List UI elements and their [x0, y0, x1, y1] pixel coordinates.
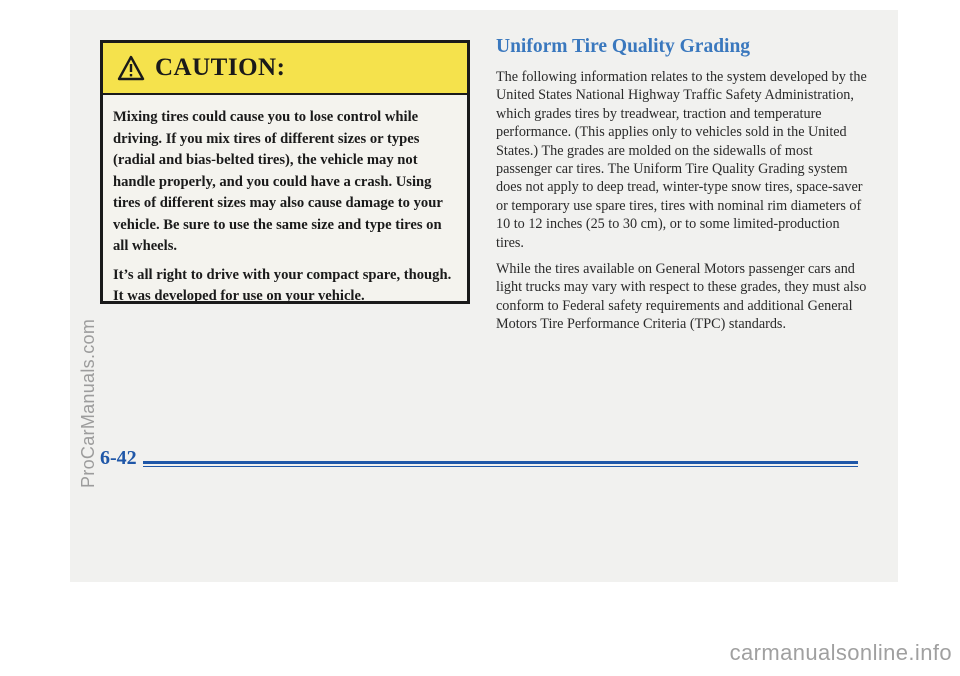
caution-box — [100, 40, 470, 304]
caution-header — [103, 43, 467, 95]
side-watermark: ProCarManuals.com — [78, 318, 98, 488]
footer-rule-thin — [112, 466, 858, 467]
section-paragraph: While the tires available on General Motors passenger cars and light trucks may vary with respect to these grades, they must also conform to Federal safety requirements and additional General Motors Tire Performance Criteria (TPC) standards. — [496, 261, 867, 333]
footer-rule — [112, 461, 858, 464]
tire-grading-section — [496, 36, 868, 342]
caution-paragraph: It’s all right to drive with your compact spare, though. It was developed for use on your vehicle. — [113, 266, 452, 304]
section-paragraph: The following information relates to the system developed by the United States National Highway Traffic Safety Administration, which grades tires by treadwear, traction and temperature performance. (This applies only to vehicles sold in the United States.) The grades are molded on the sidewalls of most passenger car tires. The Uniform Tire Quality Grading system does not apply to deep tread, winter-type snow tires, space-saver or temporary use spare tires, tires with nominal rim diameters of 10 to 12 inches (25 to 30 cm), or to some limited-production tires. — [496, 69, 867, 251]
bottom-watermark: carmanualsonline.info — [729, 640, 952, 665]
caution-title: CAUTION: — [155, 54, 286, 81]
caution-body — [113, 107, 457, 315]
warning-triangle-icon — [117, 55, 145, 81]
section-heading: Uniform Tire Quality Grading — [496, 36, 751, 57]
caution-paragraph: Mixing tires could cause you to lose control while driving. If you mix tires of different sizes or types (radial and bias-belted tires), the vehicle may not handle properly, and you could have a crash. Using tires of different sizes may also cause damage to your vehicle. Be sure to use the same size and type tires on all wheels. — [113, 109, 443, 254]
page-number: 6-42 — [100, 447, 143, 470]
